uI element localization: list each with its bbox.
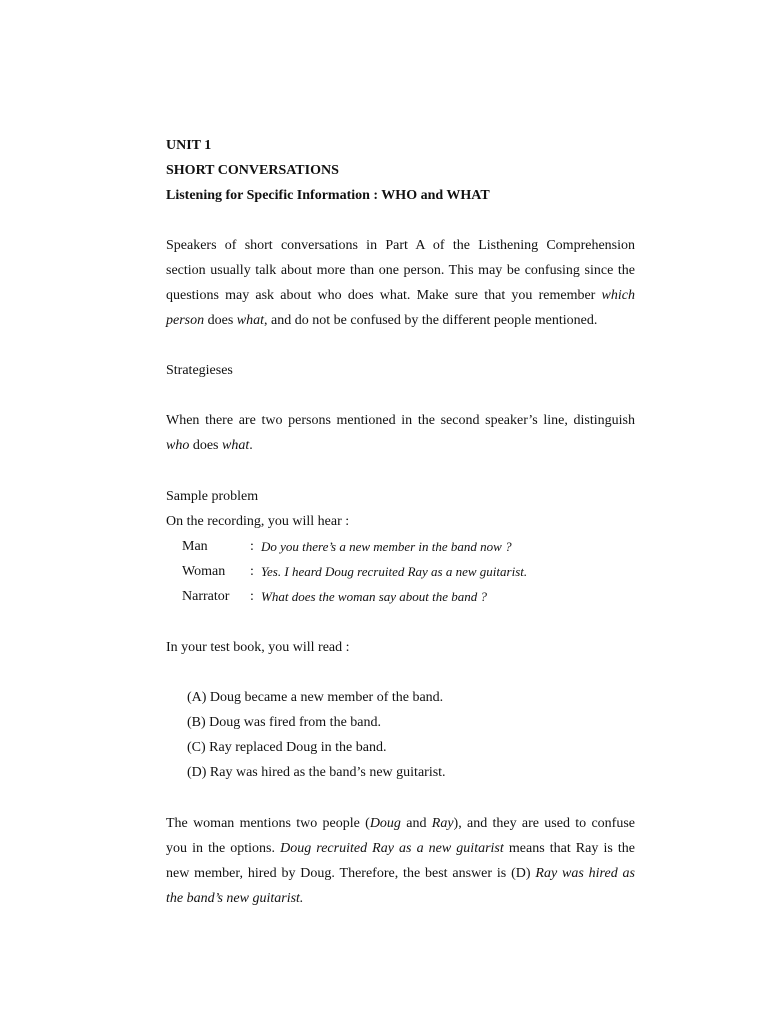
dialogue-utterance: Yes. I heard Doug recruited Ray as a new guitarist. [261, 564, 528, 579]
intro-emphasis-which: which [601, 288, 635, 303]
dialogue-speaker: Man [182, 539, 208, 554]
dialogue-colon: : [250, 539, 254, 554]
explanation-text: you in the options. [166, 841, 281, 856]
explanation-text: The woman mentions two people ( [166, 816, 370, 831]
recording-intro: On the recording, you will hear : [166, 514, 350, 529]
sample-problem-label: Sample problem [166, 489, 259, 504]
answer-option: (A) Doug became a new member of the band. [187, 690, 444, 705]
unit-heading: UNIT 1 [166, 138, 212, 153]
intro-line-4-text-b: , and do not be confused by the different people mentioned. [264, 313, 598, 328]
intro-line-1: Speakers of short conversations in Part A of the Listhening Comprehension [166, 238, 635, 253]
strategy-line-2 [166, 437, 253, 455]
section-subtitle: Listening for Specific Information : WHO and WHAT [166, 188, 490, 203]
explanation-emphasis-answer: Ray was hired as [535, 866, 635, 881]
test-book-intro: In your test book, you will read : [166, 640, 350, 655]
dialogue-utterance: What does the woman say about the band ? [261, 589, 488, 604]
strategy-emphasis-who: who [166, 438, 190, 453]
intro-line-4-text-a: does [204, 313, 237, 328]
intro-line-4 [166, 312, 597, 330]
dialogue-colon: : [250, 564, 254, 579]
answer-option: (C) Ray replaced Doug in the band. [187, 740, 387, 755]
strategy-line-2-text-a: does [189, 438, 223, 453]
strategy-line-2-text-b: . [249, 438, 253, 453]
strategies-label: Strategieses [166, 363, 233, 378]
explanation-line-1 [166, 815, 635, 833]
answer-option: (B) Doug was fired from the band. [187, 715, 382, 730]
explanation-line-4: the band’s new guitarist. [166, 891, 304, 906]
dialogue-speaker: Woman [182, 564, 226, 579]
answer-option: (D) Ray was hired as the band’s new guitarist. [187, 765, 446, 780]
explanation-text: ), and they are used to confuse [453, 816, 636, 831]
explanation-emphasis-doug: Doug [369, 816, 401, 831]
intro-emphasis-what: what [236, 313, 265, 328]
explanation-emphasis-quote: Doug recruited Ray as a new guitarist [280, 841, 504, 856]
intro-line-3 [166, 287, 635, 305]
dialogue-colon: : [250, 589, 254, 604]
intro-line-3-text: questions may ask about who does what. Make sure that you remember [166, 288, 602, 303]
explanation-line-2 [166, 840, 635, 858]
explanation-line-3 [166, 865, 635, 883]
section-title: SHORT CONVERSATIONS [166, 163, 339, 178]
explanation-text: and [400, 816, 432, 831]
explanation-text: means that Ray is the [503, 841, 635, 856]
intro-line-2: section usually talk about more than one person. This may be confusing since the [166, 263, 635, 278]
dialogue-utterance: Do you there’s a new member in the band now ? [261, 539, 512, 554]
dialogue-speaker: Narrator [182, 589, 230, 604]
explanation-emphasis-ray: Ray [431, 816, 454, 831]
intro-emphasis-person: person [166, 313, 205, 328]
strategy-line-1: When there are two persons mentioned in the second speaker’s line, distinguish [166, 413, 635, 428]
strategy-emphasis-what: what [222, 438, 250, 453]
explanation-text: new member, hired by Doug. Therefore, the best answer is (D) [166, 866, 536, 881]
